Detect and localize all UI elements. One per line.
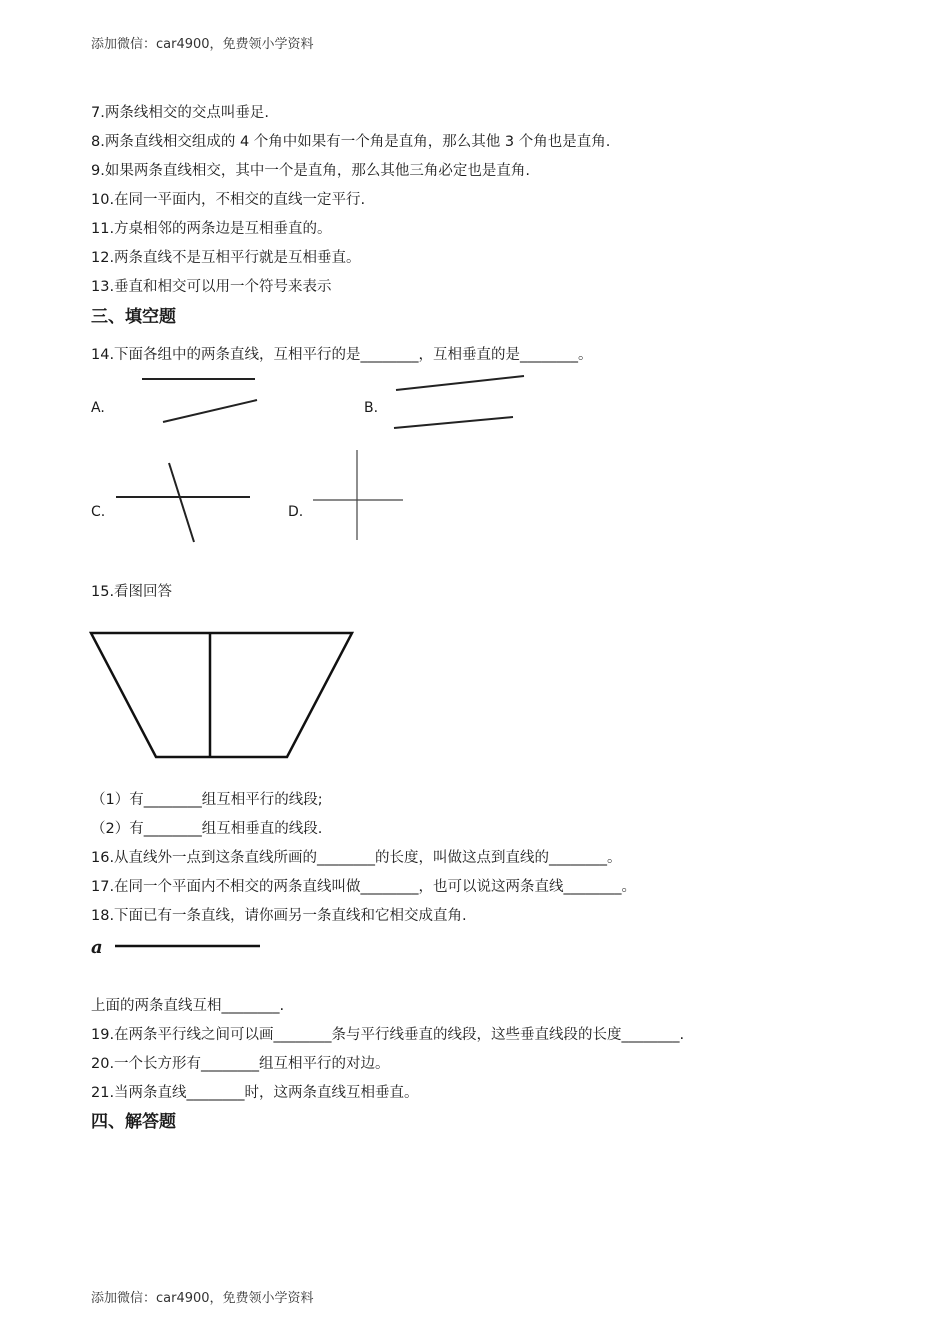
option-d-label: D.: [288, 504, 304, 520]
option-a-label: A.: [91, 400, 105, 416]
question-21: 21.当两条直线________时，这两条直线互相垂直。: [91, 1085, 419, 1101]
question-16: 16.从直线外一点到这条直线所画的________的长度，叫做这点到直线的________。: [91, 850, 622, 866]
question-19: 19.在两条平行线之间可以画________条与平行线垂直的线段，这些垂直线段的长度________.: [91, 1027, 685, 1043]
question-20: 20.一个长方形有________组互相平行的对边。: [91, 1056, 390, 1072]
option-b-label: B.: [364, 400, 379, 416]
question-18-answer: 上面的两条直线互相________.: [91, 998, 285, 1014]
section-fill-in-title: 三、填空题: [91, 307, 176, 327]
question-8: 8.两条直线相交组成的 4 个角中如果有一个角是直角，那么其他 3 个角也是直角.: [91, 134, 611, 150]
question-15: 15.看图回答: [91, 584, 173, 600]
page-footer: 添加微信：car4900，免费领小学资料: [91, 1291, 314, 1306]
line-a-label: a: [91, 937, 103, 958]
question-15-sub-1: （1）有________组互相平行的线段;: [91, 792, 323, 808]
question-18: 18.下面已有一条直线，请你画另一条直线和它相交成直角.: [91, 908, 467, 924]
question-14: 14.下面各组中的两条直线，互相平行的是________，互相垂直的是________。: [91, 347, 593, 363]
section-answer-title: 四、解答题: [91, 1112, 176, 1132]
question-11: 11.方桌相邻的两条边是互相垂直的。: [91, 221, 332, 237]
question-12: 12.两条直线不是互相平行就是互相垂直。: [91, 250, 361, 266]
question-17: 17.在同一个平面内不相交的两条直线叫做________，也可以说这两条直线________。: [91, 879, 637, 895]
question-7: 7.两条线相交的交点叫垂足.: [91, 105, 269, 121]
question-13: 13.垂直和相交可以用一个符号来表示: [91, 279, 332, 295]
question-9: 9.如果两条直线相交，其中一个是直角，那么其他三角必定也是直角.: [91, 163, 530, 179]
page-header: 添加微信：car4900，免费领小学资料: [91, 37, 314, 52]
question-10: 10.在同一平面内，不相交的直线一定平行.: [91, 192, 366, 208]
question-15-sub-2: （2）有________组互相垂直的线段.: [91, 821, 323, 837]
option-c-label: C.: [91, 504, 106, 520]
